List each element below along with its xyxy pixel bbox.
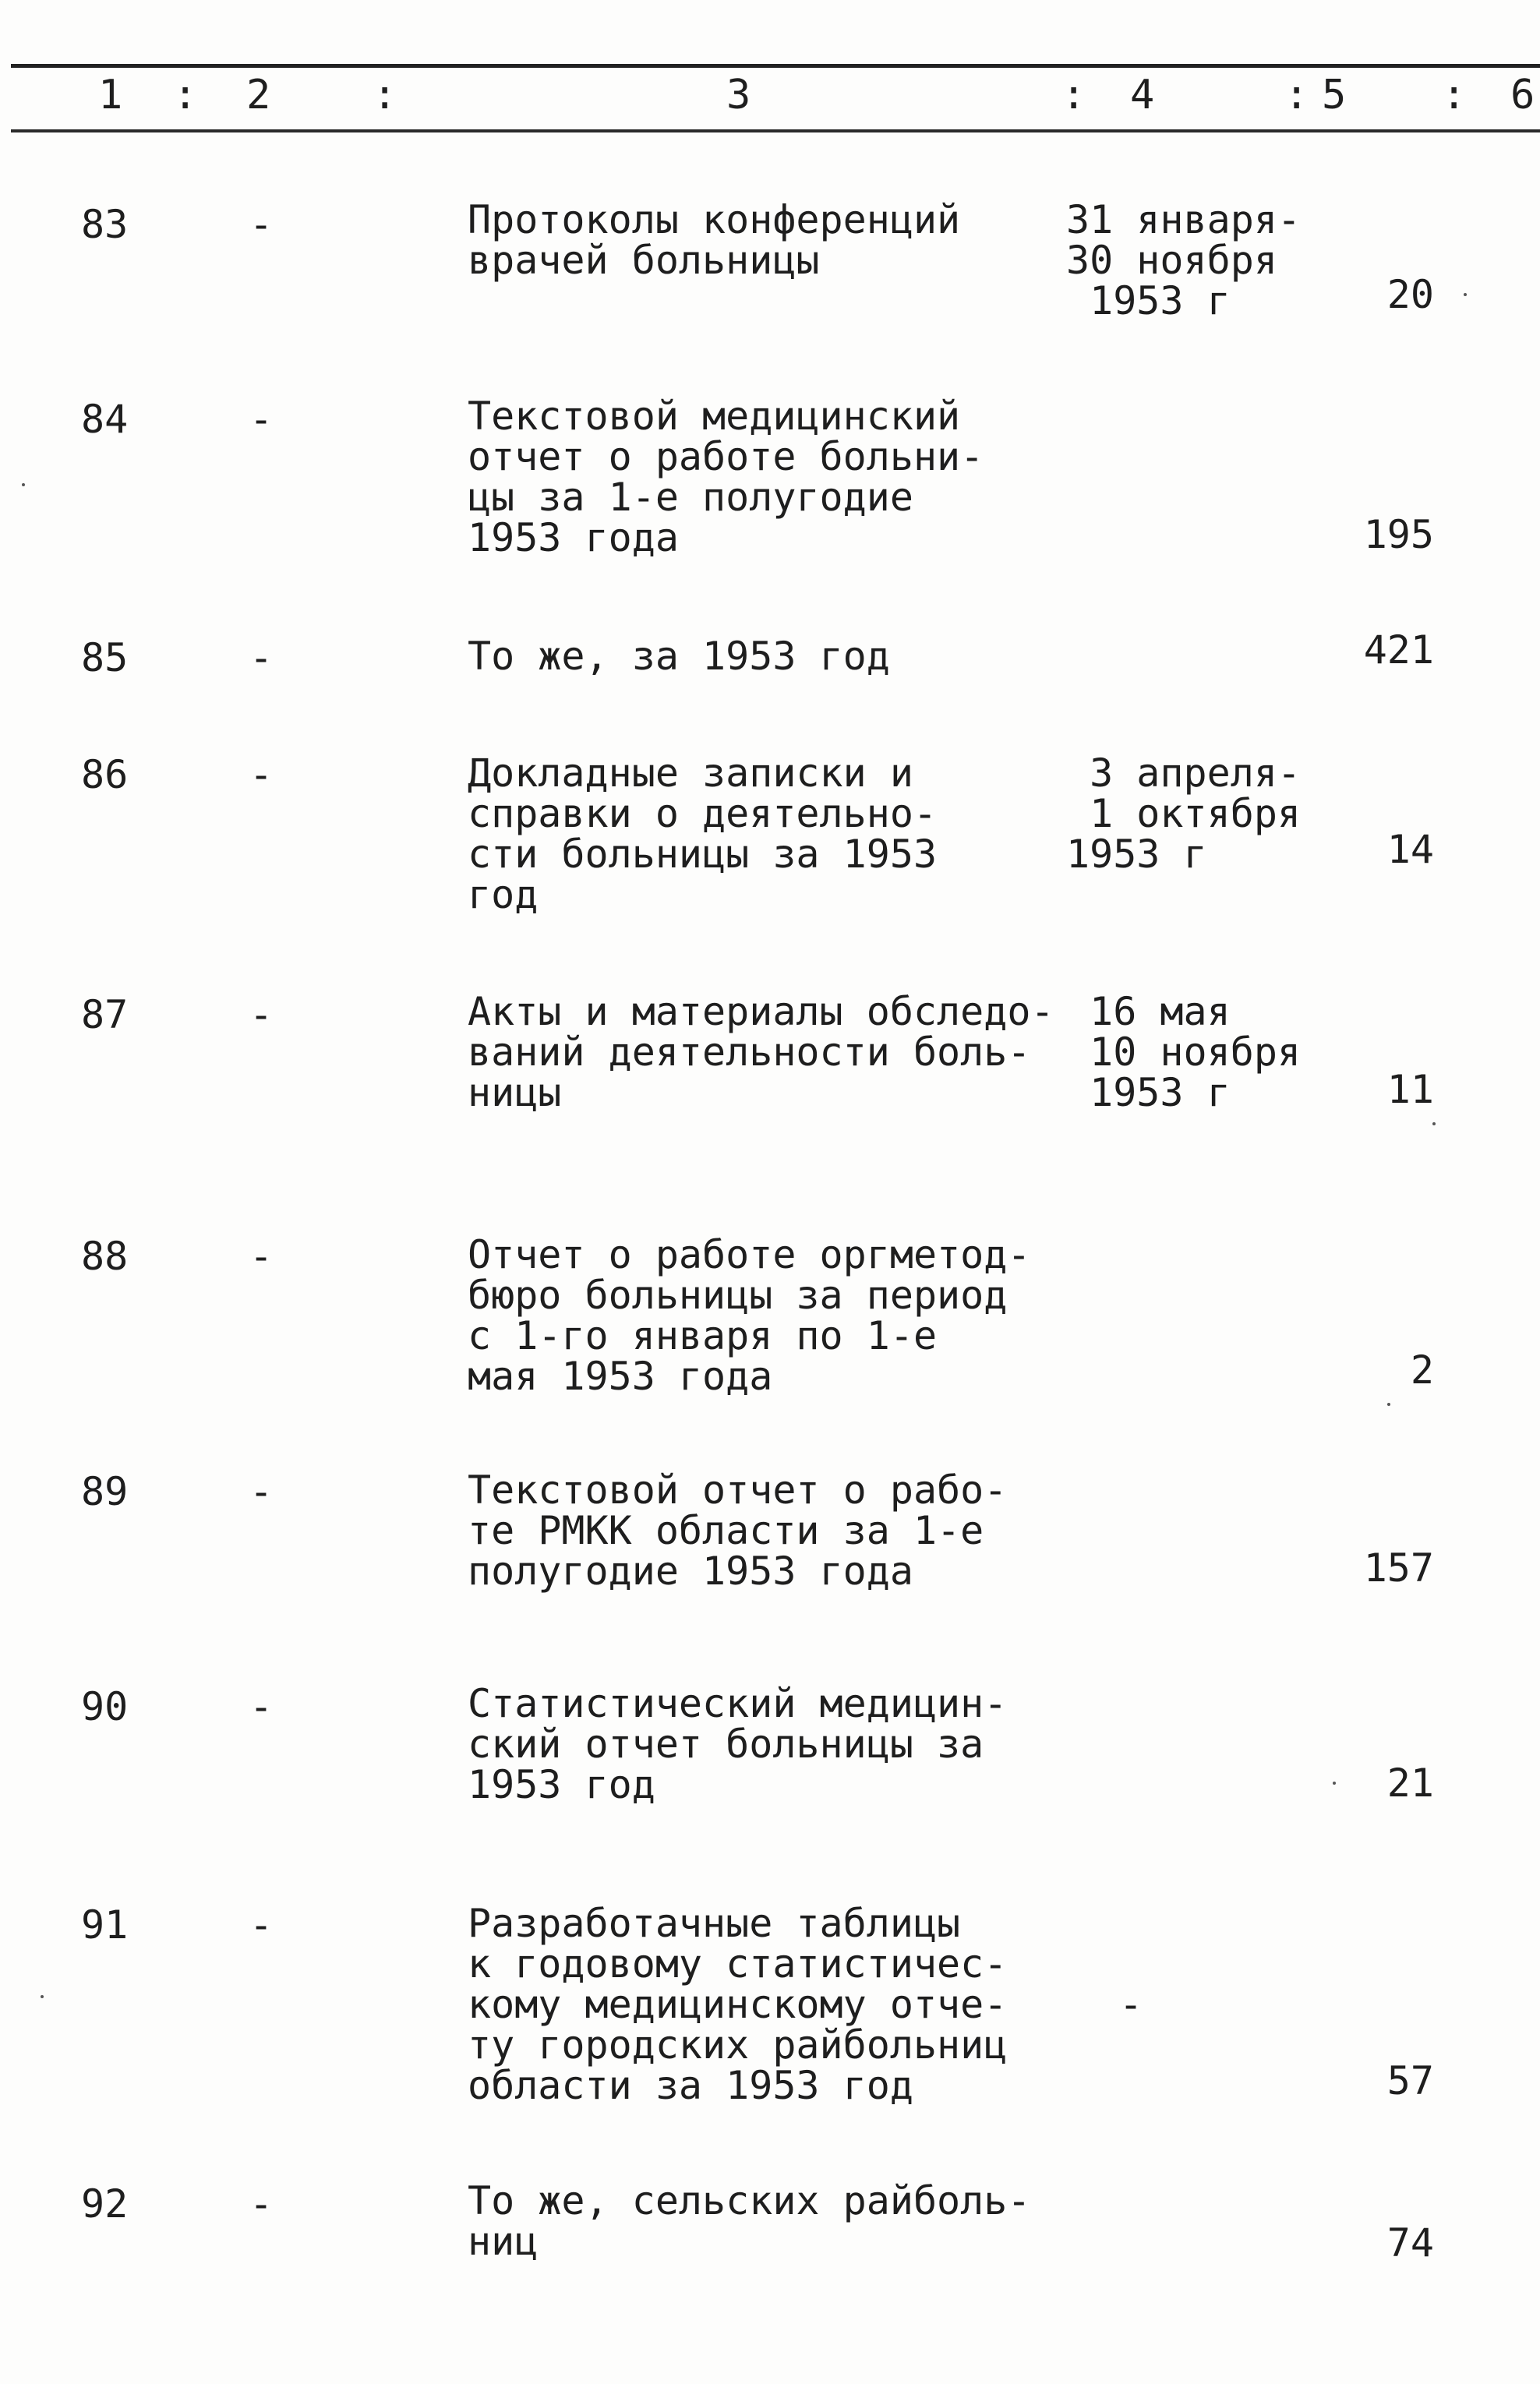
- column-header-5: 5: [1322, 72, 1347, 118]
- file-number: 90: [81, 1684, 129, 1729]
- volume-mark: -: [249, 1902, 274, 1948]
- file-number: 87: [81, 992, 129, 1037]
- file-title: Отчет о работе оргметод- бюро больницы за период с 1-го января по 1-е мая 1953 года: [468, 1232, 1031, 1399]
- volume-mark: -: [249, 1469, 274, 1514]
- scan-speck: [1464, 293, 1467, 296]
- volume-mark: -: [249, 752, 274, 797]
- file-title: То же, сельских райболь- ниц: [468, 2178, 1031, 2264]
- file-dates: 3 апреля- 1 октября 1953 г: [1066, 751, 1302, 877]
- file-number: 91: [81, 1902, 129, 1948]
- volume-mark: -: [249, 202, 274, 247]
- header-top-rule: [11, 64, 1540, 68]
- column-separator: :: [1284, 72, 1309, 118]
- volume-mark: -: [249, 1684, 274, 1729]
- file-number: 83: [81, 202, 129, 247]
- sheet-count: 57: [1386, 2058, 1434, 2103]
- column-separator: :: [173, 72, 198, 118]
- scan-speck: [1333, 1782, 1336, 1785]
- file-dates: 31 января- 30 ноября 1953 г: [1066, 197, 1302, 323]
- file-number: 88: [81, 1234, 129, 1279]
- column-header-1: 1: [98, 72, 123, 118]
- sheet-count: 20: [1386, 272, 1434, 317]
- volume-mark: -: [249, 992, 274, 1037]
- file-title: Докладные записки и справки о деятельно- сти больницы за 1953 год: [468, 751, 938, 917]
- file-title: То же, за 1953 год: [468, 634, 890, 679]
- sheet-count: 21: [1386, 1761, 1434, 1806]
- file-number: 85: [81, 635, 129, 680]
- file-title: Акты и материалы обследо- ваний деятельности боль- ницы: [468, 989, 1054, 1115]
- file-title: Протоколы конференций врачей больницы: [468, 197, 961, 283]
- sheet-count: 195: [1363, 512, 1434, 557]
- file-dates: -: [1119, 1982, 1143, 2027]
- column-separator: :: [373, 72, 397, 118]
- volume-mark: -: [249, 397, 274, 442]
- column-separator: :: [1442, 72, 1467, 118]
- file-dates: 16 мая 10 ноября 1953 г: [1090, 989, 1302, 1115]
- scan-speck: [41, 1995, 44, 1998]
- file-number: 84: [81, 397, 129, 442]
- sheet-count: 11: [1386, 1067, 1434, 1112]
- scan-speck: [22, 483, 25, 486]
- sheet-count: 2: [1410, 1347, 1434, 1393]
- volume-mark: -: [249, 635, 274, 680]
- file-number: 89: [81, 1469, 129, 1514]
- volume-mark: -: [249, 1234, 274, 1279]
- file-title: Статистический медицин- ский отчет больницы за 1953 год: [468, 1681, 1008, 1807]
- volume-mark: -: [249, 2181, 274, 2227]
- scan-speck: [1432, 1122, 1436, 1125]
- file-title: Текстовой медицинский отчет о работе больни- цы за 1-е полугодие 1953 года: [468, 394, 984, 560]
- column-header-2: 2: [246, 72, 271, 118]
- column-header-6: 6: [1510, 72, 1535, 118]
- file-number: 92: [81, 2181, 129, 2227]
- sheet-count: 157: [1363, 1545, 1434, 1591]
- sheet-count: 14: [1386, 827, 1434, 872]
- header-bottom-rule: [11, 129, 1540, 132]
- column-header-4: 4: [1130, 72, 1155, 118]
- file-title: Текстовой отчет о рабо- те РМКК области за 1-е полугодие 1953 года: [468, 1467, 1008, 1594]
- sheet-count: 74: [1386, 2220, 1434, 2266]
- column-header-3: 3: [726, 72, 751, 118]
- file-number: 86: [81, 752, 129, 797]
- sheet-count: 421: [1363, 627, 1434, 673]
- file-title: Разработачные таблицы к годовому статистичес- кому медицинскому отче- ту городских райбольниц области за 1953 год: [468, 1901, 1008, 2108]
- column-separator: :: [1061, 72, 1086, 118]
- scan-speck: [1387, 1403, 1390, 1406]
